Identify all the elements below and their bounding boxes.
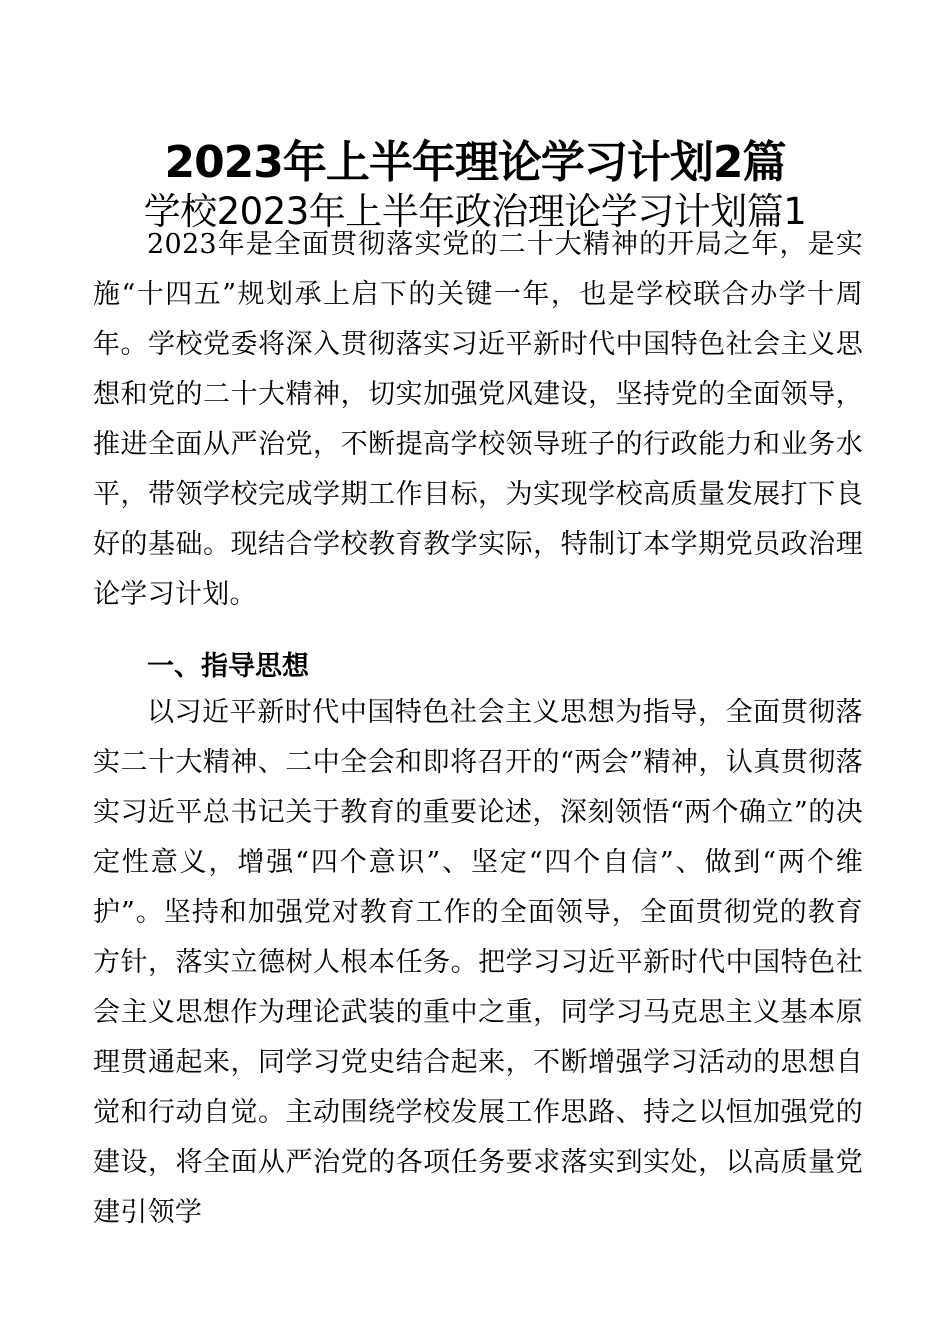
intro-paragraph: 2023年是全面贯彻落实党的二十大精神的开局之年，是实施“十四五”规划承上启下的关键一年，也是学校联合办学十周年。学校党委将深入贯彻落实习近平新时代中国特色社会主义思想和党的二十大精神，切实加强党风建设，坚持党的全面领导，推进全面从严治党，不断提高学校领导班子的行政能力和业务水平，带领学校完成学期工作目标，为实现学校高质量发展打下良好的基础。现结合学校教育教学实际，特制订本学期党员政治理论学习计划。 <box>93 229 863 610</box>
document-title: 2023年上半年理论学习计划2篇 <box>164 137 786 189</box>
section-heading-guiding-ideology: 一、指导思想 <box>147 651 309 682</box>
document-subtitle: 学校2023年上半年政治理论学习计划篇1 <box>143 189 807 233</box>
guiding-ideology-paragraph: 以习近平新时代中国特色社会主义思想为指导，全面贯彻落实二十大精神、二中全会和即将召开的“两会”精神，认真贯彻落实习近平总书记关于教育的重要论述，深刻领悟“两个确立”的决定性意义，增强“四个意识”、坚定“四个自信”、做到“两个维护”。坚持和加强党对教育工作的全面领导，全面贯彻党的教育方针，落实立德树人根本任务。把学习习近平新时代中国特色社会主义思想作为理论武装的重中之重，同学习马克思主义基本原理贯通起来，同学习党史结合起来，不断增强学习活动的思想自觉和行动自觉。主动围绕学校发展工作思路、持之以恒加强党的建设，将全面从严治党的各项任务要求落实到实处，以高质量党建引领学 <box>93 697 863 1228</box>
